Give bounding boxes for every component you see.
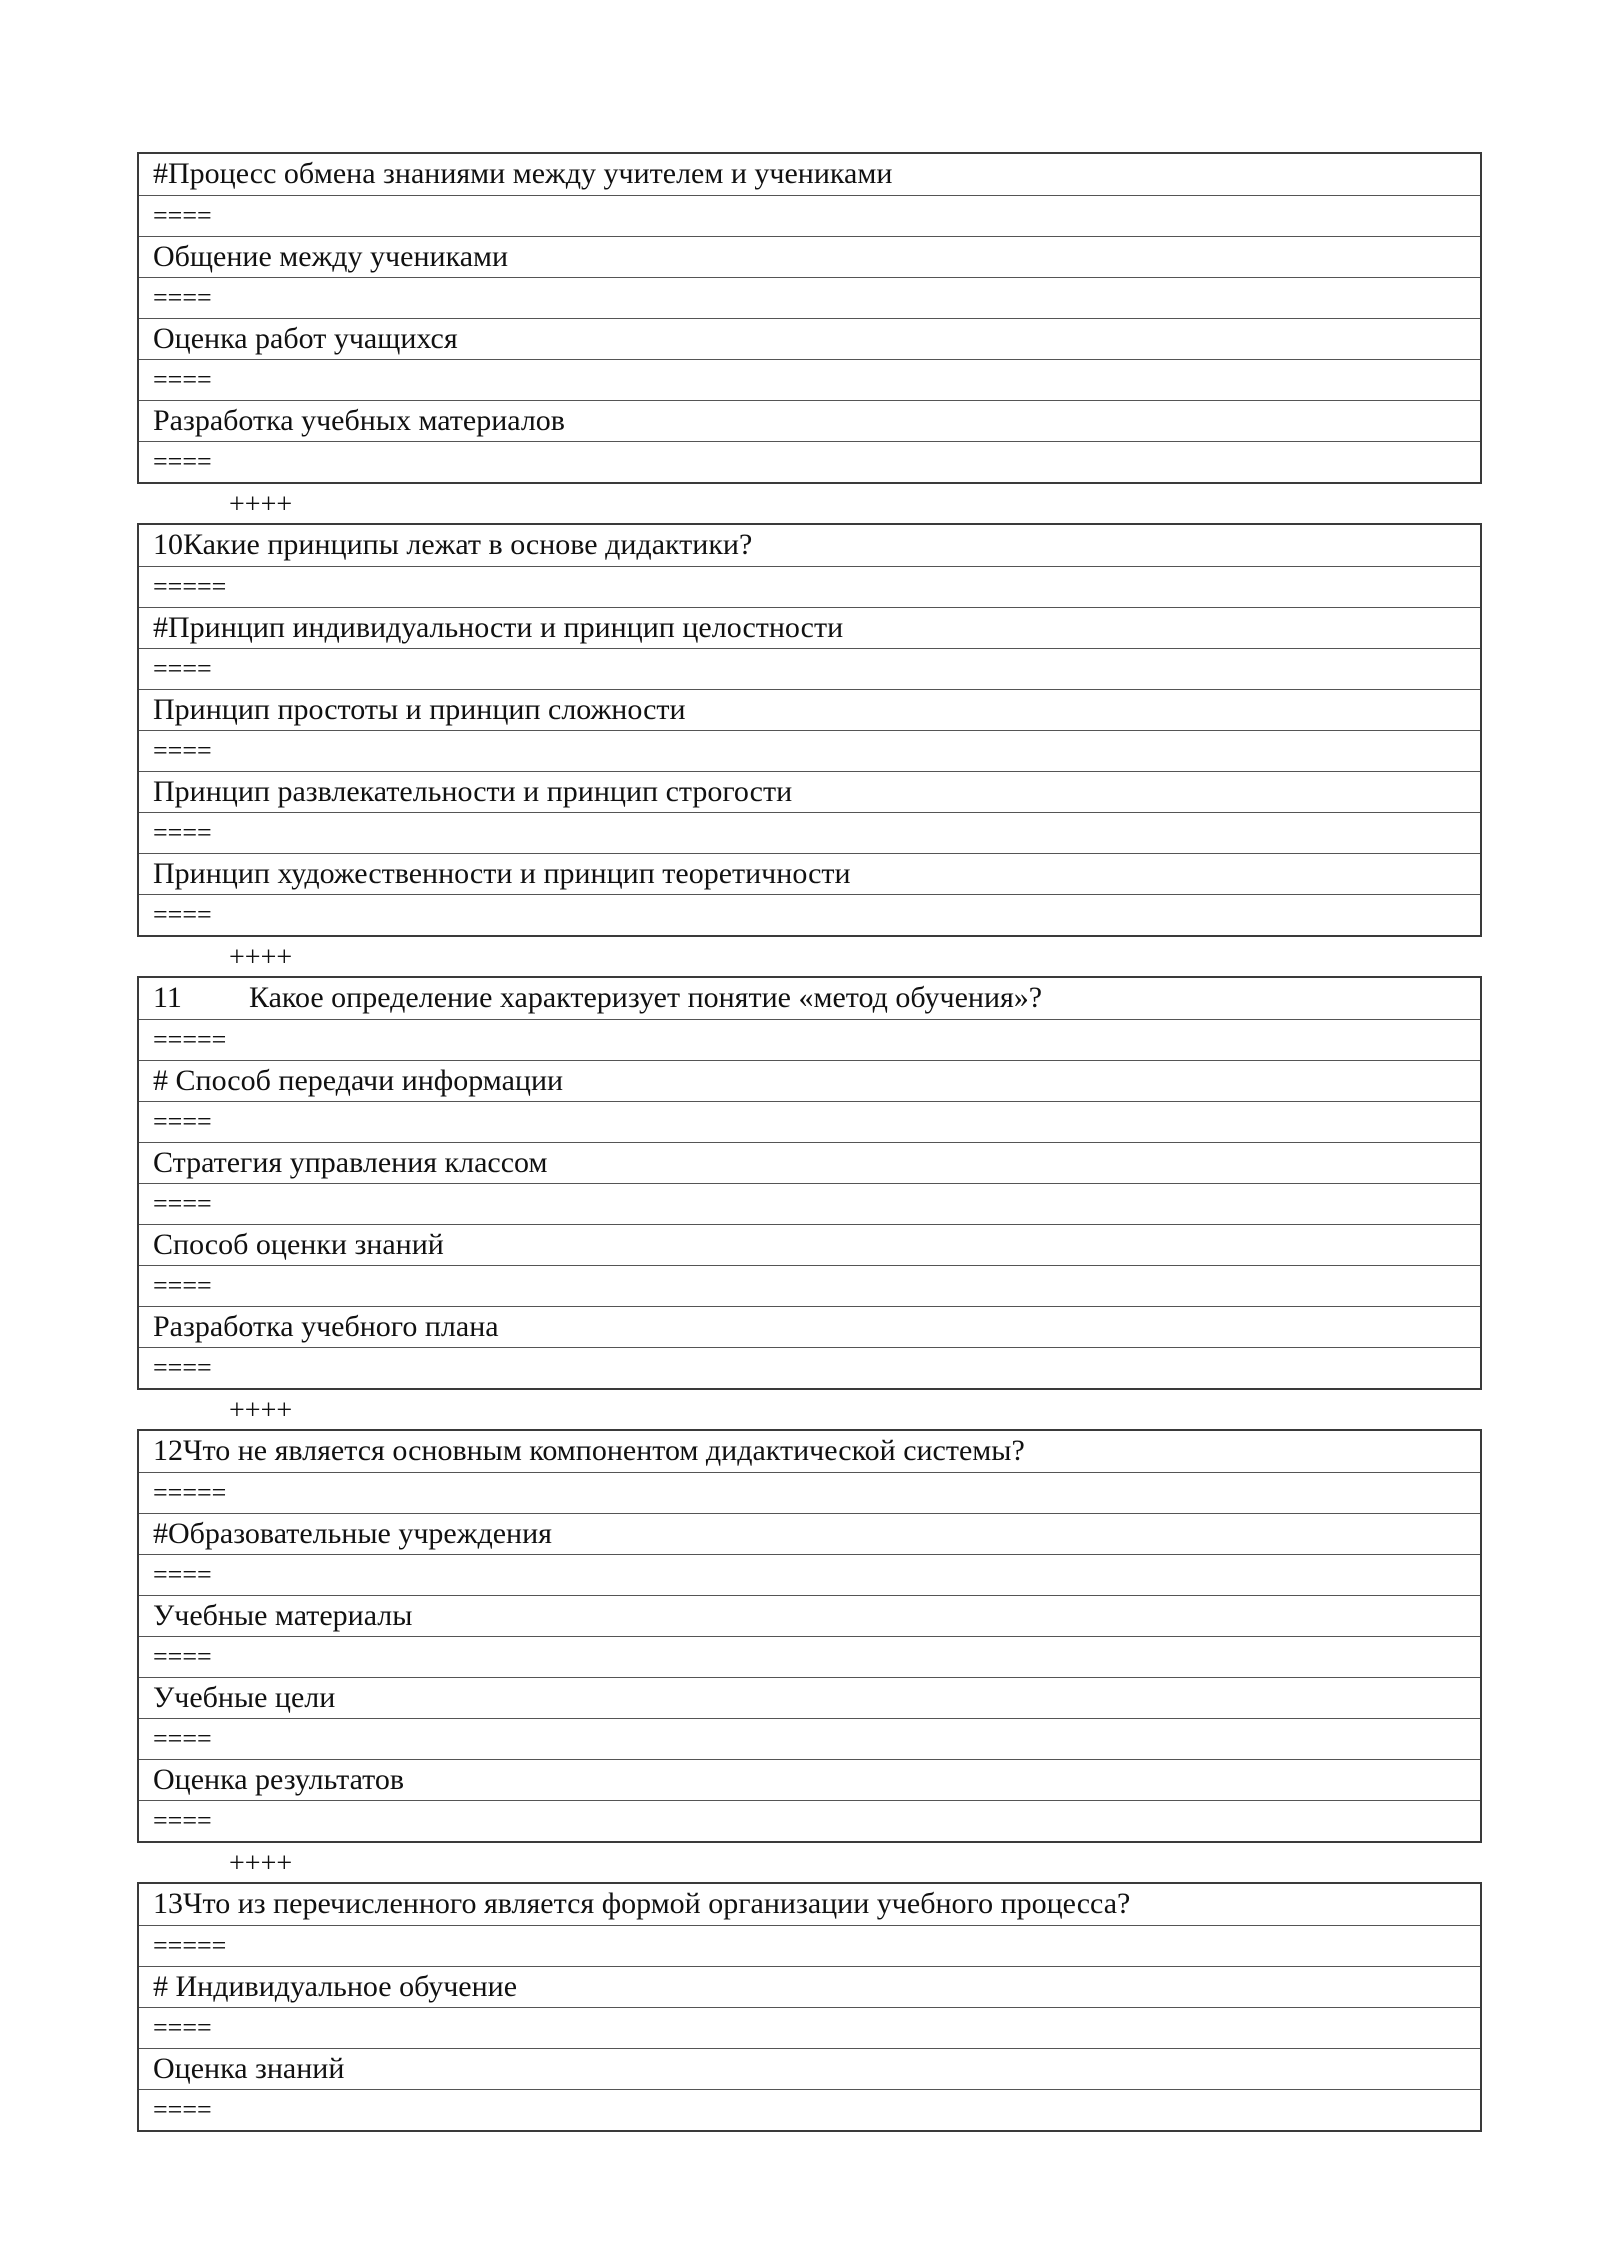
separator: ====: [139, 1265, 1480, 1306]
question-end-marker: ++++: [229, 942, 293, 973]
answer-correct: # Индивидуальное обучение: [139, 1966, 1480, 2007]
question-text: 10Какие принципы лежат в основе дидактики?: [153, 528, 753, 561]
answer-correct: #Образовательные учреждения: [139, 1513, 1480, 1554]
test-document: [137, 152, 1482, 2132]
question-row: [139, 978, 1480, 1019]
separator: ====: [139, 1718, 1480, 1759]
separator: ====: [139, 1183, 1480, 1224]
separator: ====: [139, 1347, 1480, 1388]
question-end-marker: ++++: [229, 489, 293, 520]
answer-correct: #Процесс обмена знаниями между учителем и учениками: [153, 157, 893, 190]
separator: =====: [139, 566, 1480, 607]
question-block: [137, 1429, 1482, 1843]
separator: ====: [139, 1554, 1480, 1595]
separator: ====: [139, 359, 1480, 400]
answer-option: Учебные цели: [139, 1677, 1480, 1718]
answer-option: Принцип простоты и принцип сложности: [139, 689, 1480, 730]
separator: ====: [139, 1636, 1480, 1677]
separator: =====: [139, 1019, 1480, 1060]
separator: ====: [139, 441, 1480, 482]
answer-option: Стратегия управления классом: [139, 1142, 1480, 1183]
answer-option: Способ оценки знаний: [139, 1224, 1480, 1265]
answer-option: Оценка работ учащихся: [139, 318, 1480, 359]
answer-option: Принцип развлекательности и принцип строгости: [139, 771, 1480, 812]
question-text: Какое определение характеризует понятие «метод обучения»?: [249, 981, 1043, 1014]
question-number: 11: [153, 981, 182, 1014]
question-block: [137, 152, 1482, 484]
separator: ====: [139, 277, 1480, 318]
answer-option: Учебные материалы: [139, 1595, 1480, 1636]
separator: ====: [139, 730, 1480, 771]
question-end-marker: ++++: [229, 1395, 293, 1426]
answer-option: Разработка учебных материалов: [139, 400, 1480, 441]
answer-option: Оценка знаний: [139, 2048, 1480, 2089]
separator: =====: [139, 1472, 1480, 1513]
answer-option: Общение между учениками: [139, 236, 1480, 277]
question-text: 13Что из перечисленного является формой организации учебного процесса?: [153, 1887, 1131, 1920]
question-text: 12Что не является основным компонентом дидактической системы?: [153, 1434, 1025, 1467]
separator: ====: [139, 2089, 1480, 2130]
question-block: [137, 976, 1482, 1390]
answer-option: Оценка результатов: [139, 1759, 1480, 1800]
separator: ====: [139, 195, 1480, 236]
answer-correct: #Принцип индивидуальности и принцип целостности: [139, 607, 1480, 648]
answer-option: Принцип художественности и принцип теоретичности: [139, 853, 1480, 894]
answer-option: Разработка учебного плана: [139, 1306, 1480, 1347]
question-end-marker: ++++: [229, 1848, 293, 1879]
separator: ====: [139, 648, 1480, 689]
question-block: [137, 523, 1482, 937]
separator: =====: [139, 1925, 1480, 1966]
separator: ====: [139, 2007, 1480, 2048]
separator: ====: [139, 812, 1480, 853]
answer-correct: # Способ передачи информации: [139, 1060, 1480, 1101]
question-block: [137, 1882, 1482, 2132]
separator: ====: [139, 894, 1480, 935]
separator: ====: [139, 1800, 1480, 1841]
separator: ====: [139, 1101, 1480, 1142]
